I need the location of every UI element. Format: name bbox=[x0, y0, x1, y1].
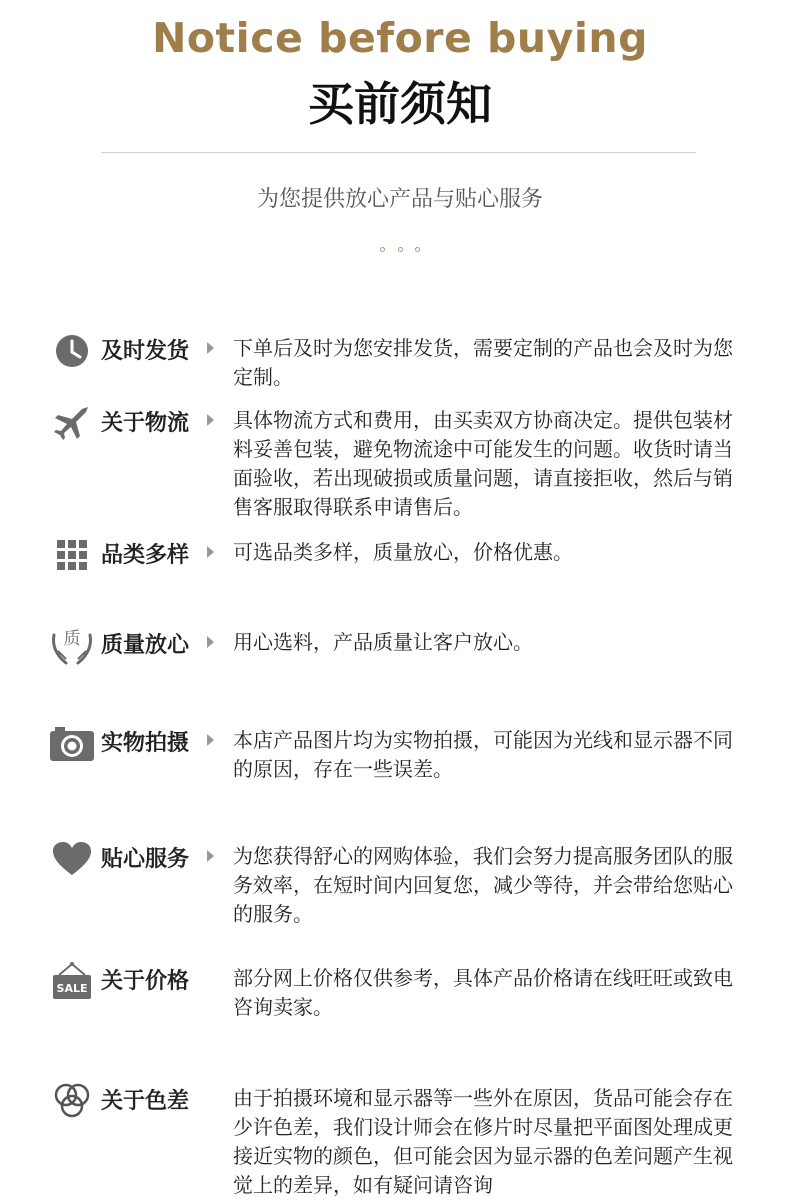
item-description: 具体物流方式和费用，由买卖双方协商决定。提供包装材料妥善包装，避免物流途中可能发生的问题。收货时请当面验收，若出现破损或质量问题，请直接拒收，然后与销售客服取得联系申请售后。 bbox=[233, 408, 733, 519]
item-description: 为您获得舒心的网购体验，我们会努力提高服务团队的服务效率，在短时间内回复您，减少等待，并会带给您贴心的服务。 bbox=[233, 844, 733, 926]
item-label: 关于价格 bbox=[101, 969, 190, 994]
arrow-right-icon bbox=[207, 414, 214, 426]
sale-sign-icon bbox=[48, 960, 96, 1002]
item-label: 实物拍摄 bbox=[101, 731, 190, 756]
item-description: 本店产品图片均为实物拍摄，可能因为光线和显示器不同的原因，存在一些误差。 bbox=[233, 728, 733, 781]
camera-icon bbox=[48, 722, 96, 764]
item-description: 用心选料，产品质量让客户放心。 bbox=[233, 630, 533, 654]
header-divider bbox=[101, 152, 696, 153]
item-description: 由于拍摄环境和显示器等一些外在原因，货品可能会存在少许色差，我们设计师会在修片时尽量把平面图处理成更接近实物的颜色，但可能会因为显示器的色差问题产生视觉上的差异，如有疑问请咨询 bbox=[233, 1086, 733, 1197]
clock-icon bbox=[48, 330, 96, 372]
decorative-dots bbox=[380, 247, 420, 257]
svg-text:质: 质 bbox=[63, 629, 81, 649]
subtitle: 为您提供放心产品与贴心服务 bbox=[256, 187, 543, 212]
quality-hands-icon bbox=[48, 624, 96, 666]
title-english: Notice before buying bbox=[152, 14, 648, 62]
item-label: 品类多样 bbox=[101, 543, 190, 568]
heart-icon bbox=[48, 838, 96, 880]
item-description: 部分网上价格仅供参考，具体产品价格请在线旺旺或致电咨询卖家。 bbox=[233, 966, 733, 1019]
grid-icon bbox=[48, 534, 96, 576]
arrow-right-icon bbox=[207, 636, 214, 648]
arrow-right-icon bbox=[207, 734, 214, 746]
item-label: 贴心服务 bbox=[101, 847, 190, 872]
title-chinese: 买前须知 bbox=[308, 77, 492, 131]
item-label: 关于色差 bbox=[101, 1089, 190, 1114]
item-label: 及时发货 bbox=[101, 339, 190, 364]
item-label: 质量放心 bbox=[101, 633, 190, 658]
color-circles-icon bbox=[48, 1080, 96, 1122]
arrow-right-icon bbox=[207, 546, 214, 558]
item-description: 可选品类多样，质量放心，价格优惠。 bbox=[233, 540, 573, 564]
airplane-icon bbox=[48, 402, 96, 444]
svg-text:SALE: SALE bbox=[56, 982, 88, 995]
item-description: 下单后及时为您安排发货，需要定制的产品也会及时为您定制。 bbox=[233, 336, 733, 389]
item-label: 关于物流 bbox=[101, 411, 190, 436]
arrow-right-icon bbox=[207, 850, 214, 862]
arrow-right-icon bbox=[207, 342, 214, 354]
